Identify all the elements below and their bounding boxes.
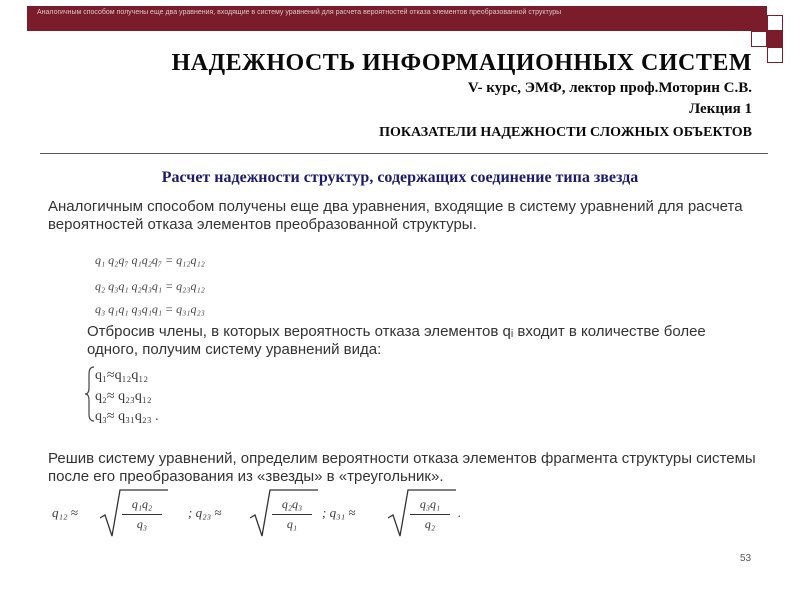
page-title: НАДЕЖНОСТЬ ИНФОРМАЦИОННЫХ СИСТЕМ (171, 50, 752, 76)
brace-icon (85, 366, 95, 422)
formula-end: . (458, 505, 462, 520)
fraction-denominator: q₂ (424, 517, 436, 531)
section-title-part: АДЕЖНОСТИ СЛОЖНЫХ ОБЪЕКТОВ (491, 125, 752, 140)
divider (40, 153, 768, 154)
formula-lhs: q₁₂ ≈ (52, 505, 78, 520)
equation-line: q₁ q₂q₇ q₁q₂q₇ = q₁₂q₁₂ (95, 253, 205, 267)
fraction-bar (272, 514, 312, 515)
formula-lhs: ; q₃₁ ≈ (322, 505, 356, 520)
formula-lhs: ; q₂₃ ≈ (188, 505, 222, 520)
corner-square-decoration (767, 15, 783, 31)
fraction-numerator: q₃q₁ (419, 497, 441, 511)
corner-square-decoration (751, 31, 767, 47)
fraction-denominator: q₁ (286, 517, 298, 531)
section-title-part: П (379, 125, 390, 140)
fraction-denominator: q₃ (136, 517, 148, 531)
top-banner-text: Аналогичным способом получены еще два уравнения, входящие в систему уравнений для расчета вероятностей отказа элементов преобразованной структуры (37, 9, 562, 16)
section-title-part: ОКАЗАТЕЛИ (389, 125, 481, 140)
fraction-numerator: q₂q₃ (281, 497, 303, 511)
equation-line: q₂ q₃q₁ q₂q₃q₁ = q₂₃q₁₂ (95, 279, 205, 293)
discard-paragraph: Отбросив члены, в которых вероятность отказа элементов qᵢ входит в количестве более одного, получим систему уравнений вида: (87, 323, 706, 358)
corner-square-decoration (767, 31, 783, 47)
fraction-bar (122, 514, 162, 515)
page-number: 53 (740, 553, 752, 564)
fraction-numerator: q₁q₂ (131, 497, 153, 511)
course-line: V- курс, ЭМФ, лектор проф.Моторин С.В. (467, 80, 752, 96)
solve-paragraph: Решив систему уравнений, определим вероятности отказа элементов фрагмента структуры системы после его преобразования из «звезды» в «треугольник». (48, 450, 756, 485)
system-equation: q₃≈ q₃₁q₂₃ . (95, 409, 159, 424)
system-equation: q₁≈q₁₂q₁₂ (95, 368, 149, 383)
header-block (172, 48, 752, 144)
slide-heading: Расчет надежности структур, содержащих соединение типа звезда (161, 169, 639, 186)
section-title-part: Н (480, 125, 492, 140)
section-title (172, 122, 752, 144)
equation-line: q₃ q₁q₁ q₃q₁q₁ = q₃₁q₂₃ (95, 302, 205, 316)
intro-paragraph: Аналогичным способом получены еще два уравнения, входящие в систему уравнений для расчета вероятностей отказа элементов преобразованной структуры. (48, 198, 743, 233)
system-equation: q₂≈ q₂₃q₁₂ (95, 389, 152, 404)
fraction-bar (410, 514, 450, 515)
corner-square-decoration (767, 47, 783, 63)
top-banner (27, 6, 767, 31)
lecture-label: Лекция 1 (688, 101, 752, 117)
